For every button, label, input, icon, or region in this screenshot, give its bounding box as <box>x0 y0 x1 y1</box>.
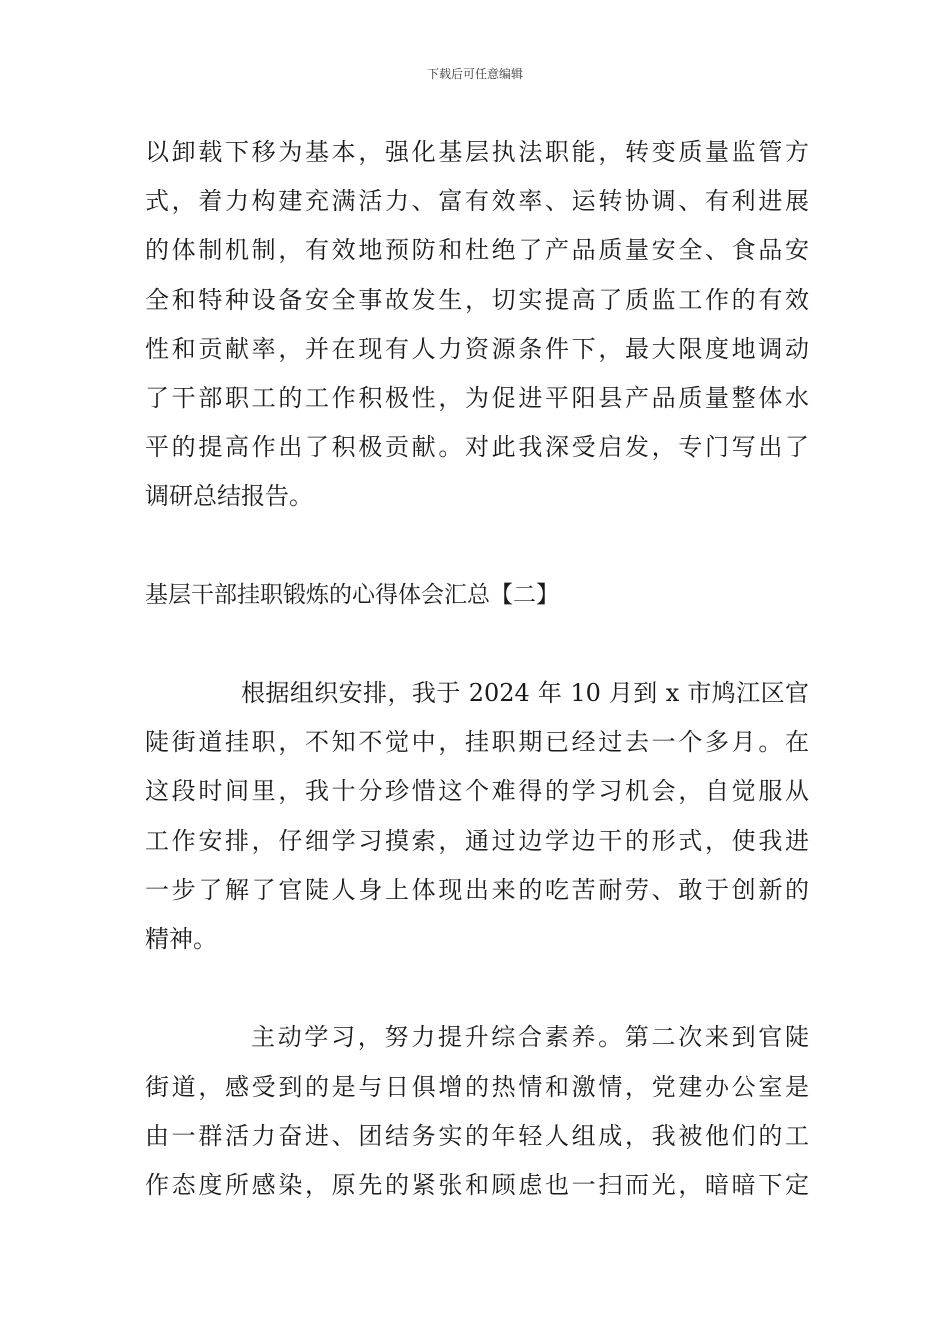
paragraph-line: 根据组织安排，我于 2024 年 10 月到 x 市鸠江区官 <box>241 679 809 708</box>
document-body <box>145 128 809 1210</box>
paragraph-line: 主动学习，努力提升综合素养。第二次来到官陡 <box>251 1023 809 1052</box>
paragraph-line: 作态度所感染，原先的紧张和顾虑也一扫而光，暗暗下定 <box>145 1170 809 1199</box>
paragraph-line: 这段时间里，我十分珍惜这个难得的学习机会，自觉服从 <box>145 777 809 806</box>
paragraph-line: 工作安排，仔细学习摸索，通过边学边干的形式，使我进 <box>145 826 809 855</box>
paragraph-line: 性和贡献率，并在现有人力资源条件下，最大限度地调动 <box>145 334 809 363</box>
paragraph-line: 平的提高作出了积极贡献。对此我深受启发，专门写出了 <box>145 433 809 462</box>
paragraph-line: 精神。 <box>145 925 217 953</box>
paragraph-3 <box>145 1013 809 1210</box>
section-title: 基层干部挂职锻炼的心得体会汇总【二】 <box>145 581 559 608</box>
paragraph-line: 陡街道挂职，不知不觉中，挂职期已经过去一个多月。在 <box>145 728 809 757</box>
paragraph-line: 一步了解了官陡人身上体现出来的吃苦耐劳、敢于创新的 <box>145 875 809 904</box>
paragraph-line: 全和特种设备安全事故发生，切实提高了质监工作的有效 <box>145 285 809 314</box>
page-header: 下载后可任意编辑 <box>426 67 523 81</box>
paragraph-line: 了干部职工的工作积极性，为促进平阳县产品质量整体水 <box>145 383 809 412</box>
paragraph-1 <box>145 128 809 522</box>
paragraph-line: 式，着力构建充满活力、富有效率、运转协调、有利进展 <box>145 187 809 216</box>
paragraph-line: 调研总结报告。 <box>145 482 313 511</box>
paragraph-line: 由一群活力奋进、团结务实的年轻人组成，我被他们的工 <box>145 1121 809 1150</box>
paragraph-line: 的体制机制，有效地预防和杜绝了产品质量安全、食品安 <box>145 236 809 265</box>
paragraph-line: 以卸载下移为基本，强化基层执法职能，转变质量监管方 <box>145 138 809 166</box>
paragraph-2 <box>145 669 809 964</box>
paragraph-line: 街道，感受到的是与日俱增的热情和激情，党建办公室是 <box>145 1072 809 1101</box>
